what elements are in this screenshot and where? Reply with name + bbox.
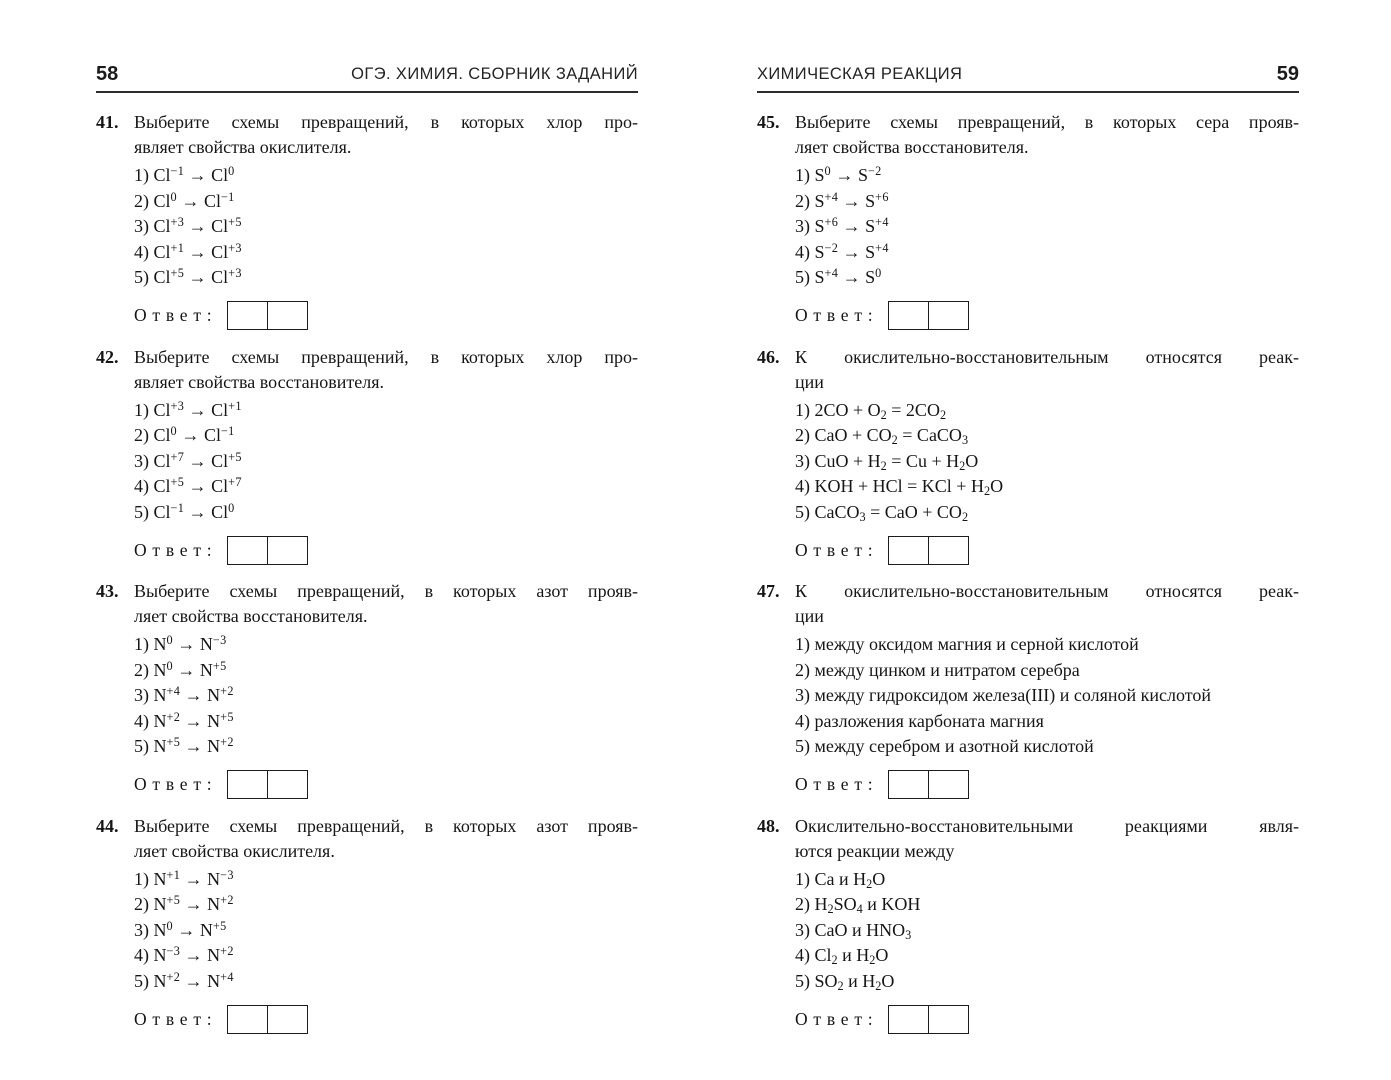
answer-box — [888, 301, 969, 330]
page-number-right: 59 — [1276, 63, 1299, 85]
question-43 — [96, 579, 638, 800]
question-option: 5) CaCO$_3$ = CaO + $CO_2$ — [795, 501, 969, 524]
question-number: 44. — [96, 815, 119, 836]
question-text-line: Выберите схемы превращений, в которых хлор про- — [134, 112, 638, 132]
answer-cell-2 — [268, 537, 307, 564]
question-option: 1) $Cl^{+3} \to Cl^{+1}$ — [134, 398, 242, 420]
answer-row — [96, 770, 638, 800]
question-text-line: Окислительно-восстановительными реакциями явля- — [795, 815, 1299, 836]
answer-cell-1 — [889, 771, 929, 798]
answer-row — [757, 301, 1299, 331]
answer-box — [888, 536, 969, 565]
question-number: 47. — [757, 581, 780, 601]
answer-cell-2 — [268, 1006, 307, 1033]
question-option: 3) CaO и $HNO_3$ — [795, 919, 912, 942]
question-option: 4) $S^{-2} \to S^{+4}$ — [795, 240, 889, 262]
answer-cell-1 — [228, 771, 268, 798]
question-option: 5) $Cl^{+5} \to Cl^{+3}$ — [134, 266, 242, 287]
question-text-line: Выберите схемы превращений, в которых хлор про- — [134, 346, 638, 367]
question-text — [795, 110, 1299, 160]
question-option: 4) $Cl^{+5} \to Cl^{+7}$ — [134, 475, 242, 496]
question-text-line: ются реакции между — [795, 840, 955, 861]
question-option: 5) $Cl^{-1} \to Cl^0$ — [134, 500, 235, 522]
question-option: 3) между гидроксидом железа(III) и соляной кислотой — [795, 685, 1212, 705]
answer-label: Ответ: — [795, 539, 879, 560]
question-number: 48. — [757, 815, 780, 836]
question-44 — [96, 814, 638, 1035]
answer-box — [888, 1005, 969, 1034]
question-text-line: ляет свойства восстановителя. — [134, 606, 368, 626]
question-text-line: Выберите схемы превращений, в которых сера прояв- — [795, 112, 1299, 132]
answer-row — [96, 535, 638, 565]
answer-box — [227, 536, 308, 565]
question-text — [795, 579, 1299, 629]
question-option: 3) $Cl^{+3} \to Cl^{+5}$ — [134, 215, 242, 236]
question-head — [96, 345, 638, 395]
answer-cell-1 — [228, 537, 268, 564]
question-option: 5) $SO_2$ и $H_2O$ — [795, 970, 895, 993]
question-option: 2) $N^0 \to N^{+5}$ — [134, 658, 227, 680]
answer-box — [227, 1005, 308, 1034]
question-option: 4) $N^{+2} \to N^{+5}$ — [134, 709, 234, 731]
question-option: 1) Ca и $H_2O$ — [795, 868, 886, 891]
question-option: 2) между цинком и нитратом серебра — [795, 659, 1080, 680]
answer-cell-1 — [889, 537, 929, 564]
question-46 — [757, 345, 1299, 566]
answer-cell-2 — [268, 302, 307, 329]
question-text-line: ляет свойства окислителя. — [134, 840, 335, 861]
answer-label: Ответ: — [795, 774, 879, 794]
answer-cell-1 — [228, 1006, 268, 1033]
question-text — [795, 345, 1299, 395]
answer-cell-1 — [228, 302, 268, 329]
question-head — [757, 579, 1299, 629]
question-text-line: К окислительно-восстановительным относятся реак- — [795, 346, 1299, 367]
question-48 — [757, 814, 1299, 1035]
question-options — [757, 867, 1299, 995]
question-head — [96, 110, 638, 160]
question-head — [757, 814, 1299, 864]
question-number: 46. — [757, 346, 780, 367]
page-title-right: ХИМИЧЕСКАЯ РЕАКЦИЯ — [757, 65, 963, 83]
question-text-line: ции — [795, 371, 824, 392]
question-option: 4) KOH + HCl = KCl + $H_2O$ — [795, 476, 1004, 498]
question-options — [96, 632, 638, 760]
question-text-line: ции — [795, 606, 824, 626]
answer-cell-2 — [929, 302, 968, 329]
question-options — [757, 398, 1299, 526]
questions-column-right — [757, 110, 1299, 1034]
page-header-left — [96, 64, 638, 93]
question-option: 1) $Cl^{-1} \to Cl^0$ — [134, 164, 235, 185]
answer-label: Ответ: — [795, 1008, 879, 1029]
question-text-line: ляет свойства восстановителя. — [795, 137, 1029, 157]
question-options — [96, 163, 638, 291]
question-option: 1) $N^{+1} \to N^{-3}$ — [134, 867, 234, 889]
question-text-line: являет свойства восстановителя. — [134, 371, 385, 392]
question-option: 4) $Cl^{+1} \to Cl^{+3}$ — [134, 240, 242, 262]
question-text — [134, 579, 638, 629]
page-number-left: 58 — [96, 63, 119, 85]
question-option: 3) CuO + $H_2 = Cu + H_2O$ — [795, 450, 979, 473]
question-option: 2) $Cl^0 \to Cl^{-1}$ — [134, 424, 235, 445]
question-option: 2) $Cl^0 \to Cl^{-1}$ — [134, 189, 235, 211]
question-text — [795, 814, 1299, 864]
question-option: 3) $S^{+6} \to S^{+4}$ — [795, 215, 889, 236]
answer-cell-2 — [929, 771, 968, 798]
question-number: 43. — [96, 581, 119, 601]
question-number: 45. — [757, 112, 780, 132]
page-58 — [96, 64, 638, 1048]
question-45 — [757, 110, 1299, 331]
page-59 — [757, 64, 1299, 1048]
question-option: 2) CaO + $CO_2$ = CaCO$_3$ — [795, 425, 969, 447]
question-text-line: являет свойства окислителя. — [134, 137, 352, 157]
answer-cell-2 — [268, 771, 307, 798]
page-title-left: ОГЭ. ХИМИЯ. СБОРНИК ЗАДАНИЙ — [351, 65, 638, 83]
question-option: 3) $N^0 \to N^{+5}$ — [134, 918, 227, 940]
question-47 — [757, 579, 1299, 800]
question-option: 3) $N^{+4} \to N^{+2}$ — [134, 684, 234, 705]
answer-row — [96, 1004, 638, 1034]
answer-box — [227, 301, 308, 330]
answer-label: Ответ: — [134, 774, 218, 794]
question-option: 5) $S^{+4} \to S^0$ — [795, 266, 882, 287]
answer-label: Ответ: — [795, 305, 879, 325]
question-option: 2) $H_2SO_4$ и KOH — [795, 894, 921, 916]
answer-cell-1 — [889, 302, 929, 329]
answer-label: Ответ: — [134, 1008, 218, 1029]
question-text-line: Выберите схемы превращений, в которых азот прояв- — [134, 581, 638, 601]
answer-box — [227, 770, 308, 799]
question-option: 2) $N^{+5} \to N^{+2}$ — [134, 893, 234, 914]
answer-label: Ответ: — [134, 539, 218, 560]
page-header-right — [757, 64, 1299, 93]
question-text — [134, 345, 638, 395]
answer-row — [757, 535, 1299, 565]
question-option: 2) $S^{+4} \to S^{+6}$ — [795, 189, 889, 211]
question-42 — [96, 345, 638, 566]
answer-row — [757, 770, 1299, 800]
question-option: 5) $N^{+5} \to N^{+2}$ — [134, 735, 234, 756]
question-text — [134, 110, 638, 160]
question-option: 4) $N^{-3} \to N^{+2}$ — [134, 944, 234, 965]
question-head — [96, 579, 638, 629]
question-number: 42. — [96, 346, 119, 367]
answer-row — [96, 301, 638, 331]
question-option: 1) $S^0 \to S^{-2}$ — [795, 164, 882, 185]
questions-column-left — [96, 110, 638, 1034]
question-text-line: Выберите схемы превращений, в которых азот прояв- — [134, 815, 638, 836]
question-41 — [96, 110, 638, 331]
question-option: 1) между оксидом магния и серной кислотой — [795, 634, 1139, 654]
question-text — [134, 814, 638, 864]
question-option: 5) $N^{+2} \to N^{+4}$ — [134, 969, 234, 991]
answer-box — [888, 770, 969, 799]
question-head — [757, 345, 1299, 395]
answer-cell-2 — [929, 1006, 968, 1033]
question-option: 1) $2CO + O_2 = 2CO_2$ — [795, 399, 947, 422]
question-head — [96, 814, 638, 864]
answer-row — [757, 1004, 1299, 1034]
question-option: 4) $Cl_2$ и $H_2O$ — [795, 945, 889, 967]
question-options — [757, 163, 1299, 291]
question-options — [96, 867, 638, 995]
question-text-line: К окислительно-восстановительным относятся реак- — [795, 581, 1299, 601]
question-option: 5) между серебром и азотной кислотой — [795, 736, 1094, 756]
question-options — [96, 398, 638, 526]
question-number: 41. — [96, 112, 119, 132]
question-option: 1) $N^0 \to N^{-3}$ — [134, 633, 227, 654]
answer-cell-1 — [889, 1006, 929, 1033]
question-option: 3) $Cl^{+7} \to Cl^{+5}$ — [134, 449, 242, 471]
question-option: 4) разложения карбоната магния — [795, 710, 1044, 731]
answer-label: Ответ: — [134, 305, 218, 325]
answer-cell-2 — [929, 537, 968, 564]
question-head — [757, 110, 1299, 160]
question-options — [757, 632, 1299, 760]
